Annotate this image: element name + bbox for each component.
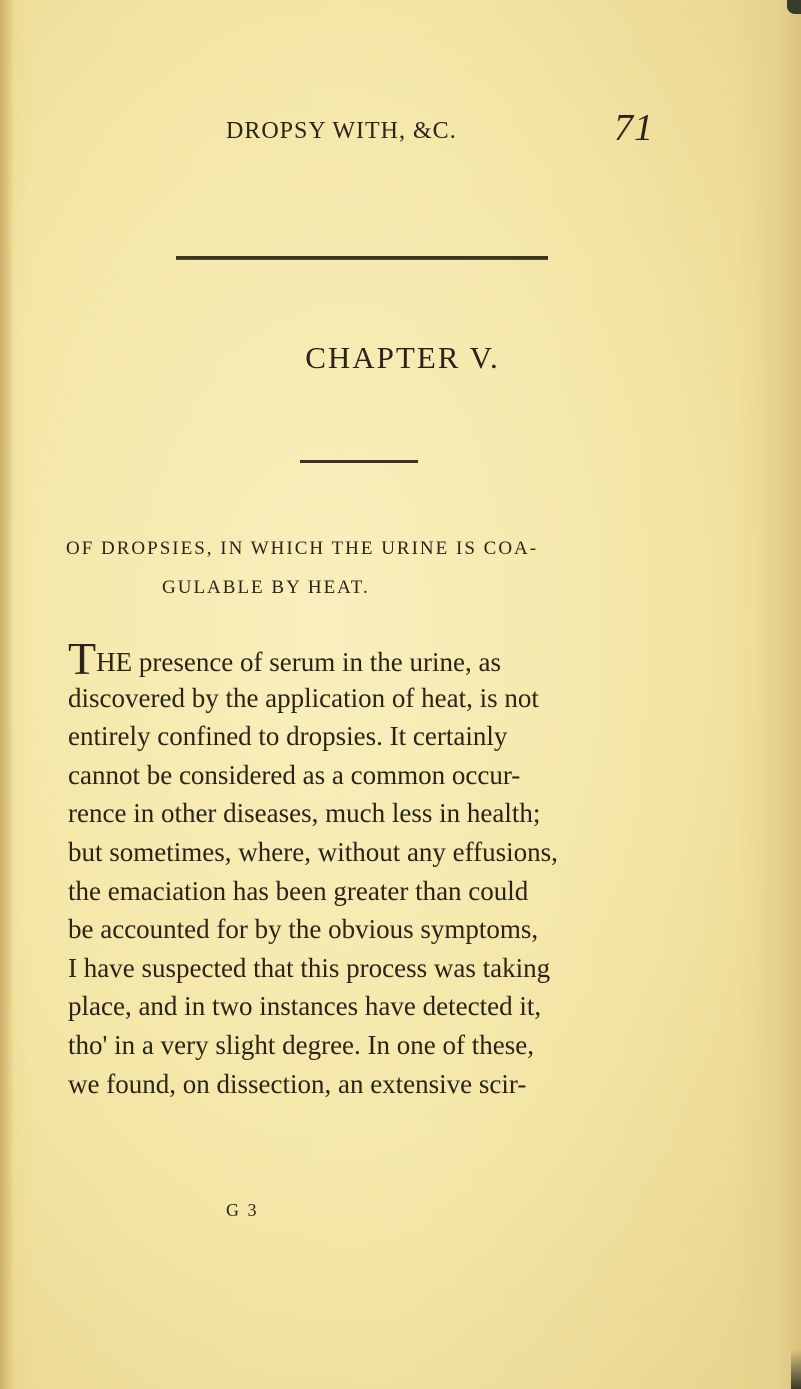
signature-mark: G 3 <box>226 1200 259 1220</box>
corner-mark-bottom <box>791 1349 801 1389</box>
body-line: entirely confined to dropsies. It certainly <box>68 721 508 752</box>
corner-mark <box>787 0 801 14</box>
subheading-line-1: OF DROPSIES, IN WHICH THE URINE IS COA- <box>66 538 539 559</box>
page-gutter-shadow <box>0 0 14 1389</box>
chapter-title: CHAPTER V. <box>305 340 500 375</box>
body-line: cannot be considered as a common occur- <box>68 759 521 790</box>
body-line: rence in other diseases, much less in health; <box>68 798 541 829</box>
body-line: place, and in two instances have detected it, <box>68 991 542 1022</box>
body-line: I have suspected that this process was taking <box>68 952 551 983</box>
body-line: tho' in a very slight degree. In one of these, <box>68 1029 534 1060</box>
subheading-line-2: GULABLE BY HEAT. <box>162 577 370 598</box>
running-head <box>226 107 656 149</box>
body-line: be accounted for by the obvious symptoms, <box>68 914 539 945</box>
body-line-text: presence of serum in the urine, as <box>132 647 501 677</box>
body-line: discovered by the application of heat, is not <box>68 682 539 713</box>
drop-cap: T <box>68 633 97 684</box>
body-line: we found, on dissection, an extensive scir- <box>68 1068 527 1099</box>
body-line: but sometimes, where, without any effusions, <box>68 836 558 867</box>
running-head-title: DROPSY WITH, &C. <box>226 118 457 144</box>
chapter-rule <box>300 460 418 463</box>
header-rule <box>176 256 548 260</box>
body-paragraph <box>68 633 664 1103</box>
first-word-rest: HE <box>96 647 133 677</box>
page-edge-shadow <box>757 0 801 1389</box>
body-line <box>68 633 664 684</box>
body-line: the emaciation has been greater than could <box>68 875 529 906</box>
page-number: 71 <box>614 107 654 149</box>
